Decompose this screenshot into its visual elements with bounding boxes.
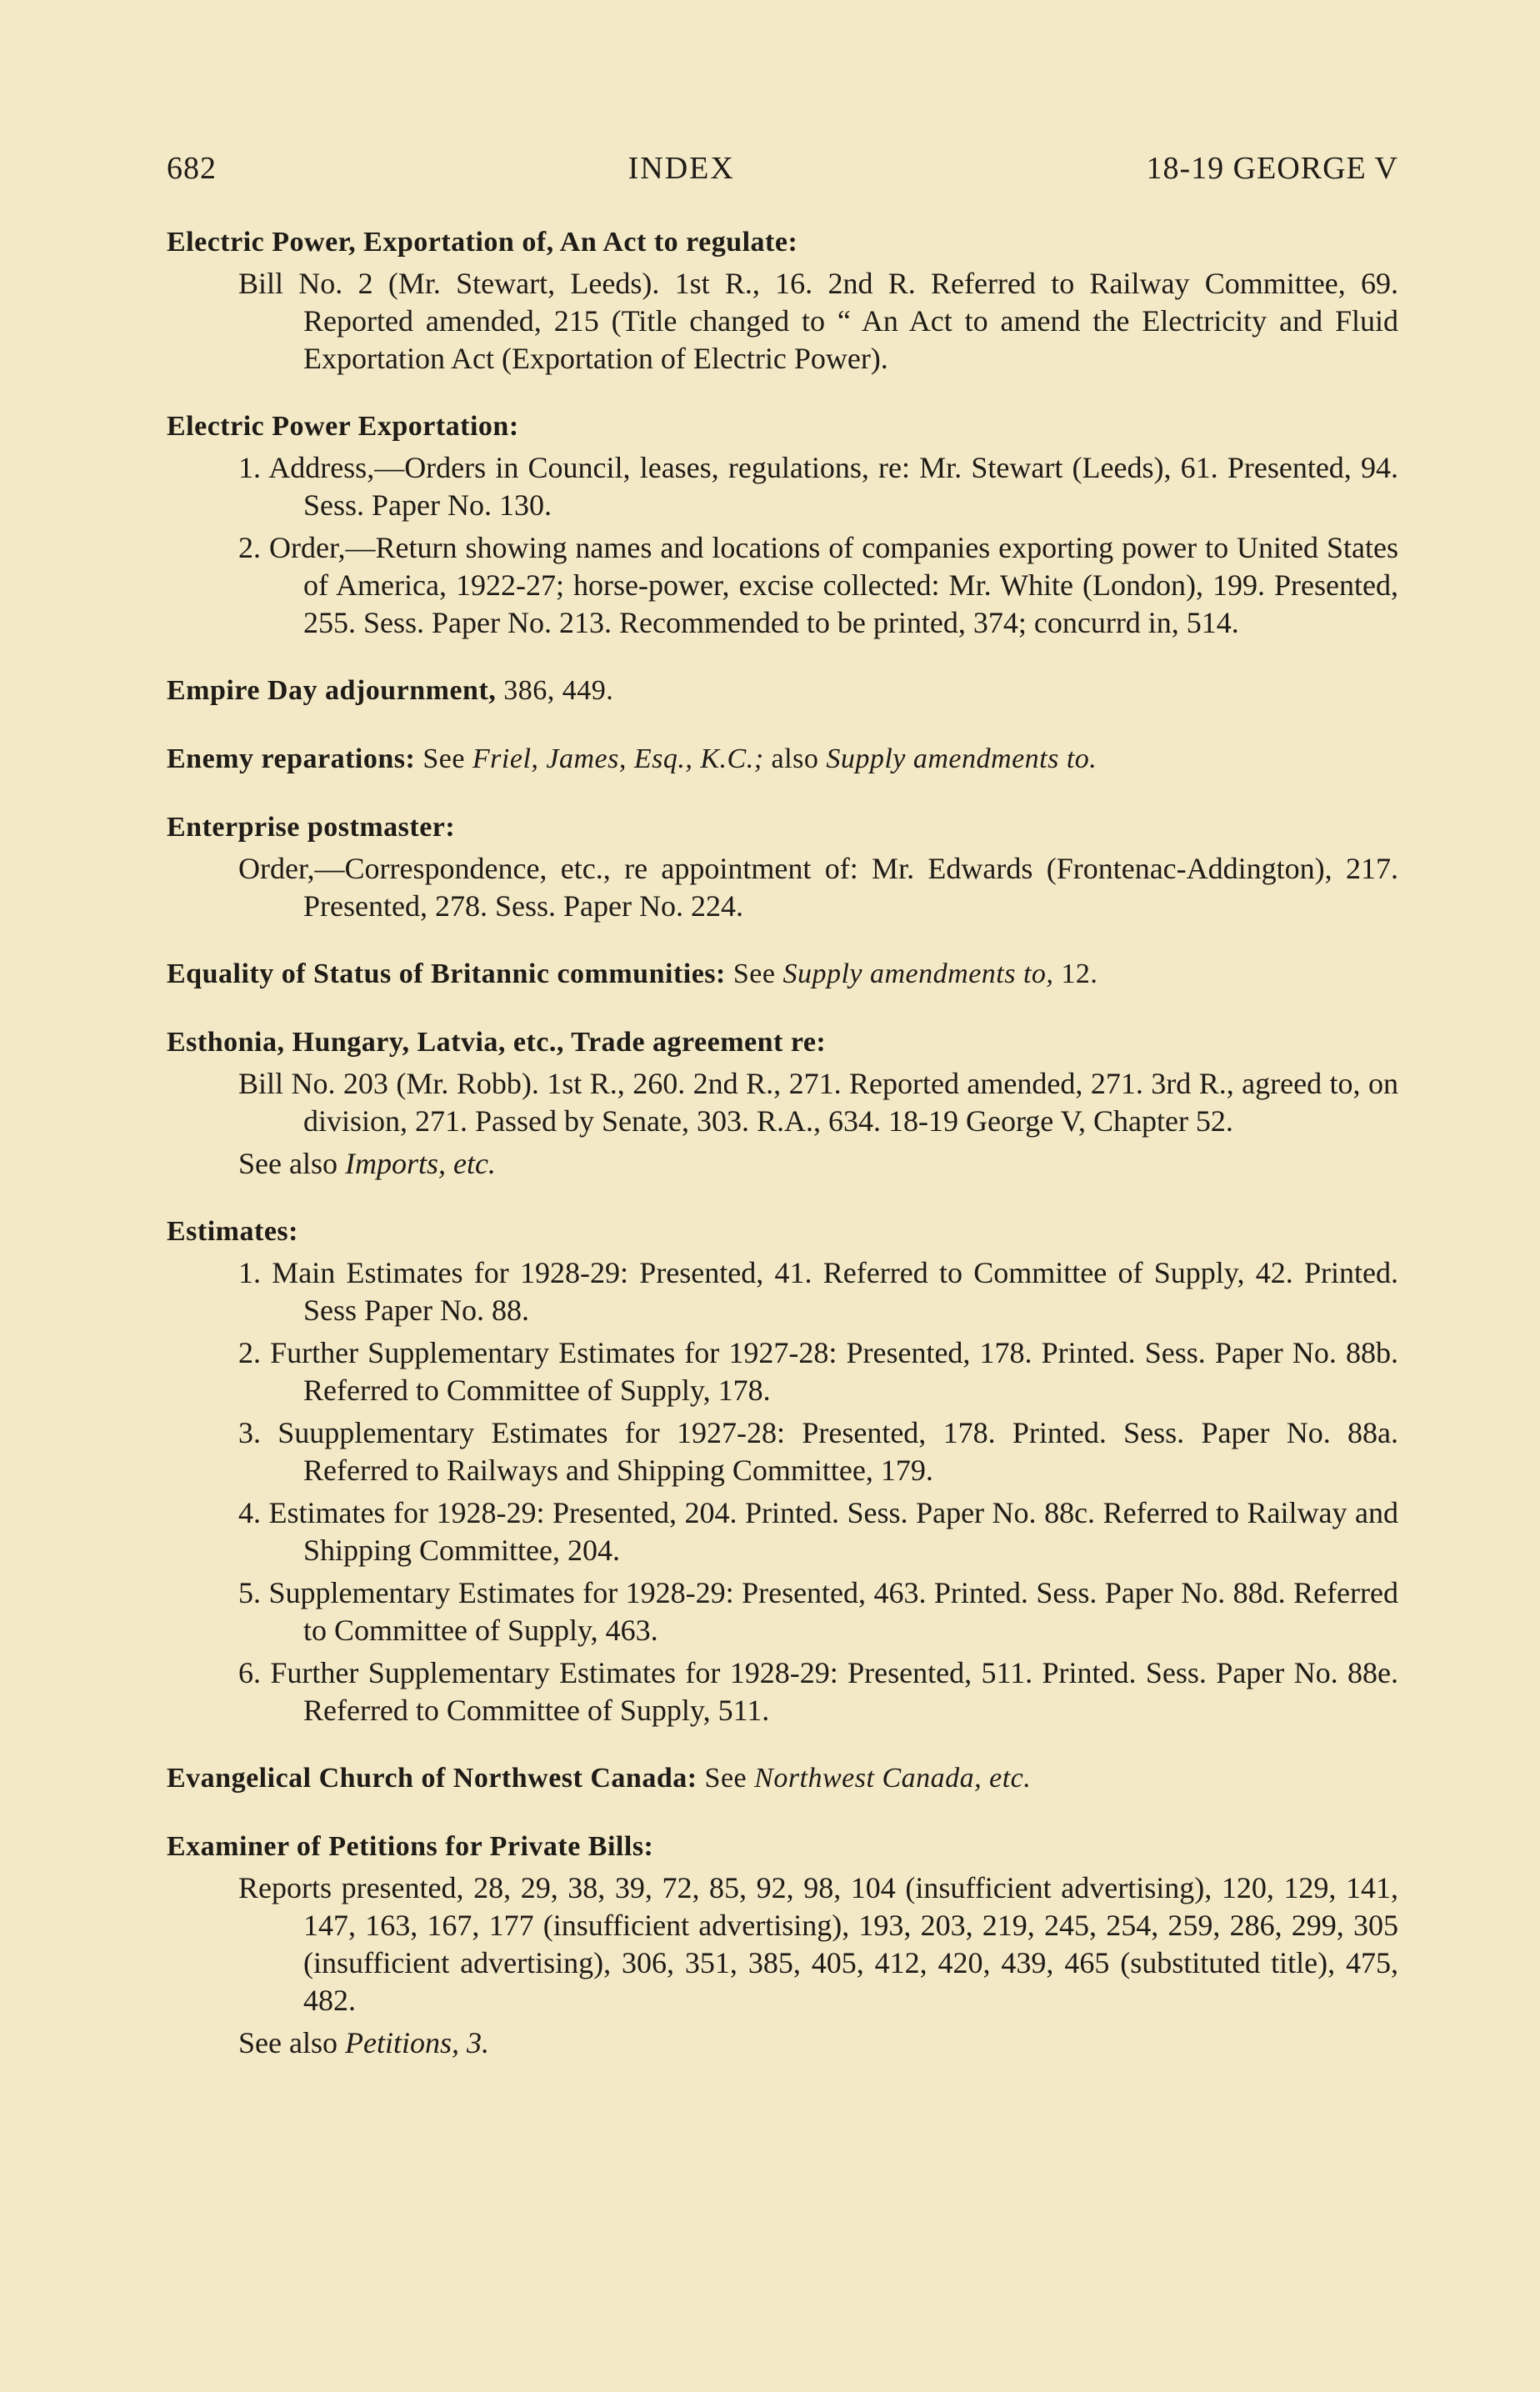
entry-text: Bill No. 2 (Mr. Stewart, Leeds). 1st R., 16. 2nd R. Referred to Railway Committee, 69. Reported amended, 215 (Title changed to “ An Act to amend the Electricity and Fluid Exportation Act (Exportation of Electric Power).	[238, 267, 1398, 375]
see-also-word: also	[763, 743, 827, 774]
entry-heading: Electric Power Exportation:	[167, 411, 519, 442]
entry-item: 5. Supplementary Estimates for 1928-29: Presented, 463. Printed. Sess. Paper No. 88d. Referred to Committee of Supply, 463.	[238, 1576, 1398, 1647]
see-also-reference: Petitions, 3.	[344, 2026, 489, 2059]
see-also	[167, 2024, 1398, 2062]
entry-text: Reports presented, 28, 29, 38, 39, 72, 85, 92, 98, 104 (insufficient advertising), 120, 129, 141, 147, 163, 167, 177 (insufficient advertising), 193, 203, 219, 245, 254, 259, 286, 299, 305 (insufficient advertising), 306, 351, 385, 405, 412, 420, 439, 465 (substituted title), 475, 482.	[238, 1871, 1398, 2017]
see-also	[167, 1145, 1398, 1183]
entry-item: 2. Order,—Return showing names and locations of companies exporting power to United States of America, 1922-27; horse-power, excise collected: Mr. White (London), 199. Presented, 255. Sess. Paper No. 213. Recommended to be printed, 374; concurrd in, 514.	[238, 531, 1398, 639]
header-reign: 18-19 GEORGE V	[1146, 151, 1398, 186]
entry-enemy-reparations	[167, 740, 1398, 778]
see-label: See	[697, 1763, 755, 1794]
heading-pages: 386, 449.	[496, 675, 614, 706]
entry-estimates	[167, 1213, 1398, 1729]
entry-esthonia-trade	[167, 1023, 1398, 1183]
entry-electric-power-exportation	[167, 408, 1398, 642]
entry-heading: Esthonia, Hungary, Latvia, etc., Trade agreement re:	[167, 1027, 827, 1058]
entry-item: 2. Further Supplementary Estimates for 1927-28: Presented, 178. Printed. Sess. Paper No. 88b. Referred to Committee of Supply, 178.	[238, 1336, 1398, 1407]
entry-item: 3. Suupplementary Estimates for 1927-28: Presented, 178. Printed. Sess. Paper No. 88a. Referred to Railways and Shipping Committee, 179.	[238, 1416, 1398, 1487]
see-label: See	[415, 743, 472, 774]
entry-equality-of-status	[167, 955, 1398, 993]
entry-heading	[167, 955, 1398, 993]
see-label: See	[725, 958, 783, 989]
entry-heading: Estimates:	[167, 1216, 298, 1247]
running-header	[167, 150, 1398, 187]
heading-text: Equality of Status of Britannic communities:	[167, 958, 726, 989]
entry-heading	[167, 1759, 1398, 1798]
see-page: 12.	[1053, 958, 1098, 989]
header-title: INDEX	[628, 151, 735, 186]
entry-evangelical-church	[167, 1759, 1398, 1798]
page-number: 682	[167, 151, 217, 186]
entry-heading: Examiner of Petitions for Private Bills:	[167, 1831, 654, 1862]
entry-heading: Enterprise postmaster:	[167, 812, 456, 843]
heading-text: Evangelical Church of Northwest Canada:	[167, 1763, 698, 1794]
entry-heading: Electric Power, Exportation of, An Act to regulate:	[167, 227, 798, 258]
entry-item: 1. Address,—Orders in Council, leases, regulations, re: Mr. Stewart (Leeds), 61. Presented, 94. Sess. Paper No. 130.	[238, 451, 1398, 522]
see-reference: Northwest Canada, etc.	[754, 1763, 1032, 1794]
see-reference: Supply amendments to.	[826, 743, 1098, 774]
see-also-reference: Imports, etc.	[344, 1147, 496, 1180]
entry-heading	[167, 740, 1398, 778]
see-also-label: See also	[238, 2026, 345, 2059]
entry-heading	[167, 672, 1398, 710]
heading-text: Empire Day adjournment,	[167, 675, 497, 706]
heading-text: Enemy reparations:	[167, 743, 416, 774]
entry-item: 1. Main Estimates for 1928-29: Presented, 41. Referred to Committee of Supply, 42. Printed. Sess Paper No. 88.	[238, 1256, 1398, 1327]
see-reference: Supply amendments to,	[782, 958, 1054, 989]
entry-empire-day	[167, 672, 1398, 710]
see-reference: Friel, James, Esq., K.C.;	[472, 743, 764, 774]
see-also-label: See also	[238, 1147, 345, 1180]
entry-text: Order,—Correspondence, etc., re appointment of: Mr. Edwards (Frontenac-Addington), 217. Presented, 278. Sess. Paper No. 224.	[238, 852, 1398, 923]
entry-examiner-of-petitions	[167, 1828, 1398, 2062]
entry-text: Bill No. 203 (Mr. Robb). 1st R., 260. 2nd R., 271. Reported amended, 271. 3rd R., agreed to, on division, 271. Passed by Senate, 303. R.A., 634. 18-19 George V, Chapter 52.	[238, 1067, 1398, 1138]
entry-item: 6. Further Supplementary Estimates for 1928-29: Presented, 511. Printed. Sess. Paper No. 88e. Referred to Committee of Supply, 511.	[238, 1656, 1398, 1727]
entry-electric-power-act	[167, 223, 1398, 378]
entry-enterprise-postmaster	[167, 808, 1398, 925]
entry-item: 4. Estimates for 1928-29: Presented, 204. Printed. Sess. Paper No. 88c. Referred to Railway and Shipping Committee, 204.	[238, 1496, 1398, 1567]
